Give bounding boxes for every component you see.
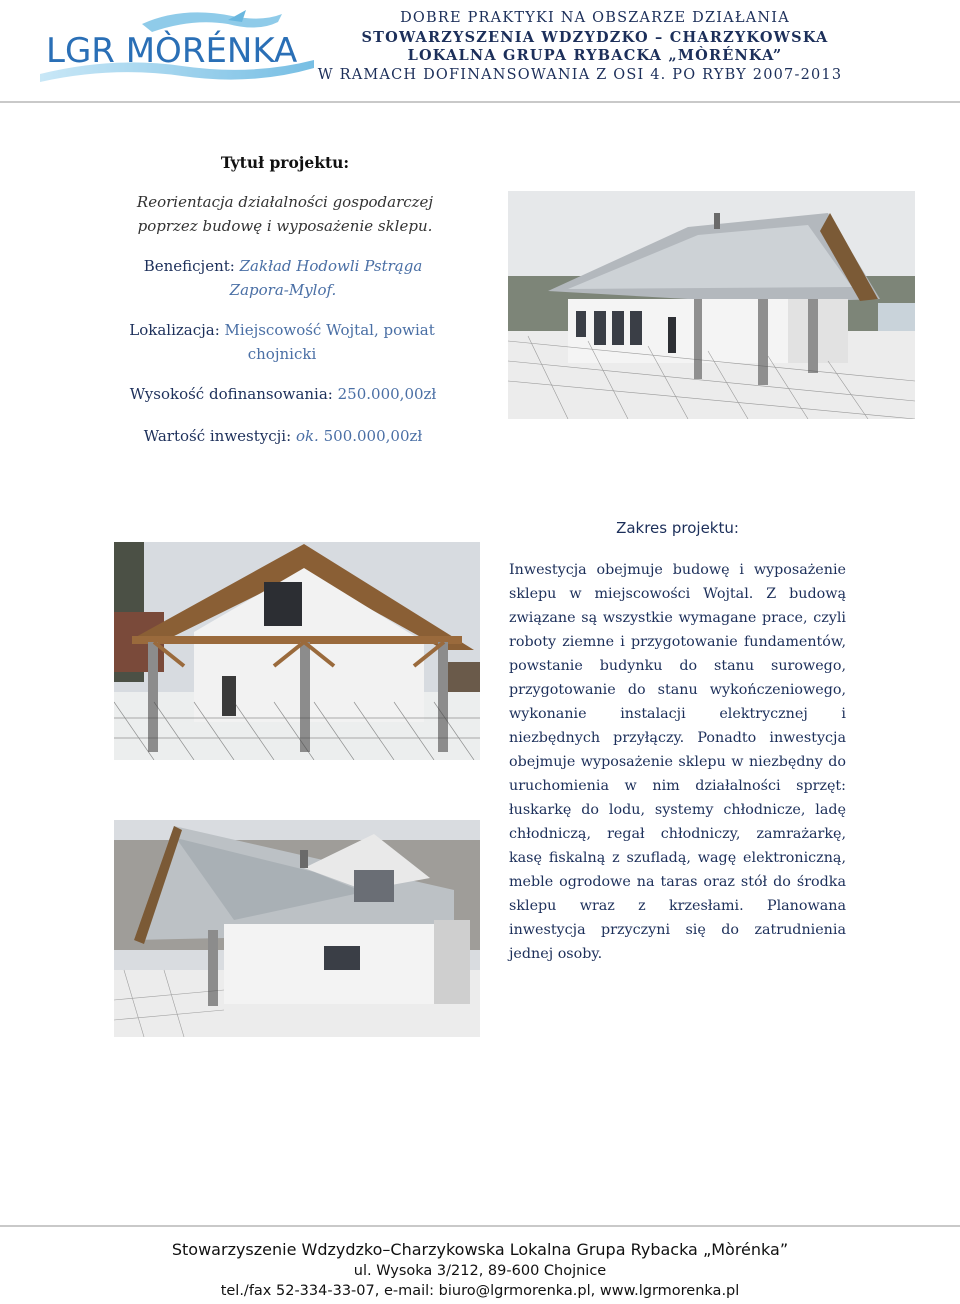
scope-body: Inwestycja obejmuje budowę i wyposażenie sklepu w miejscowości Wojtal. Z budową związane są wszystkie wymagane prace, czyli roboty ziemne i przygotowanie fundamentów, powstanie budynku do stanu surowego, przygotowanie do stanu wykończeniowego, wykonanie instalacji elektrycznej i niezbędnych przyłączy. Ponadto inwestycja obejmuje wyposażenie sklepu w niezbędny do uruchomienia w nim działalności sprzęt: łuskarkę do lodu, systemy chłodnicze, ladę chłodniczą, regał chłodniczy, zamrażarkę, kasę fiskalną z szufladą, wagę elektroniczną, meble ogrodowe na taras oraz stół do środka sklepu wraz z krzesłami. Planowana inwestycja przyczyni się do zatrudnienia jednej osoby. — [509, 562, 846, 962]
project-title-value: Reorientacja działalności gospodarczej poprzez budowę i wyposażenie sklepu. — [136, 193, 434, 235]
footer-address: ul. Wysoka 3/212, 89-600 Chojnice — [353, 1263, 607, 1279]
beneficiary — [133, 254, 433, 302]
investment-label: Wartość inwestycji: — [143, 427, 292, 445]
investment-value — [118, 424, 448, 448]
header-line-3: LOKALNA GRUPA RYBACKA „MÒRÉNKA” — [407, 47, 783, 64]
header-divider — [0, 101, 960, 103]
footer-contact: tel./fax 52-334-33-07, e-mail: biuro@lgrmorenka.pl, www.lgrmorenka.pl — [220, 1283, 740, 1299]
header-line-2: STOWARZYSZENIA WDZYDZKO – CHARZYKOWSKA — [361, 29, 829, 46]
header-line-1: DOBRE PRAKTYKI NA OBSZARZE DZIAŁANIA — [400, 10, 790, 26]
investment-prefix: ok. — [295, 427, 319, 445]
project-title-label: Tytuł projektu: — [220, 153, 350, 172]
funding — [103, 382, 463, 406]
investment-amount: 500.000,00zł — [323, 427, 423, 445]
scope-heading: Zakres projektu: — [616, 519, 739, 537]
building-photo-side — [114, 820, 480, 1037]
footer-divider — [0, 1225, 960, 1227]
lgr-morenka-logo — [32, 4, 322, 96]
beneficiary-value: Zakład Hodowli Pstrąga Zapora-Mylof. — [229, 257, 423, 299]
funding-label: Wysokość dofinansowania: — [129, 385, 333, 403]
svg-text:LGR MÒRÉNKA: LGR MÒRÉNKA — [46, 31, 298, 71]
funding-value: 250.000,00zł — [337, 385, 437, 403]
location-label: Lokalizacja: — [129, 321, 220, 339]
beneficiary-label: Beneficjent: — [143, 257, 235, 275]
location-value: Miejscowość Wojtal, powiat chojnicki — [224, 321, 435, 363]
footer-organization: Stowarzyszenie Wdzydzko–Charzykowska Lokalna Grupa Rybacka „Mòrénka” — [171, 1240, 789, 1259]
location — [117, 318, 447, 366]
building-photo-gable — [114, 542, 480, 760]
building-photo-front — [508, 191, 915, 419]
header-line-4: W RAMACH DOFINANSOWANIA Z OSI 4. PO RYBY 2007-2013 — [317, 67, 843, 83]
